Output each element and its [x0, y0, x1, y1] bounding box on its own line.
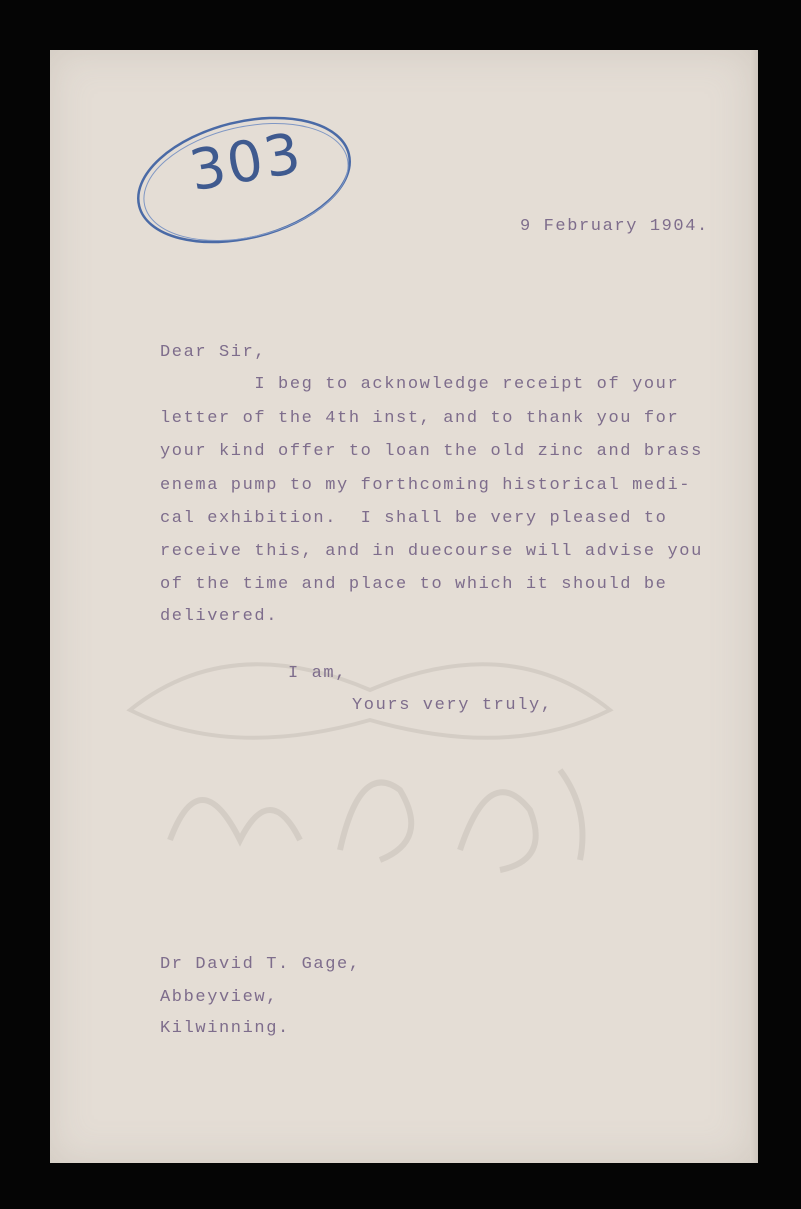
body-line: receive this, and in duecourse will advise you: [160, 542, 703, 561]
body-line: enema pump to my forthcoming historical medi-: [160, 476, 692, 495]
body-line: of the time and place to which it should be: [160, 575, 668, 594]
body-line: your kind offer to loan the old zinc and brass: [160, 442, 703, 461]
salutation: Dear Sir,: [160, 343, 267, 362]
body-line: delivered.: [160, 607, 279, 626]
recipient-address-line: Abbeyview,: [160, 988, 279, 1007]
letter-date: 9 February 1904.: [520, 217, 709, 236]
letter-sheet: [50, 50, 752, 1163]
body-line: cal exhibition. I shall be very pleased to: [160, 509, 668, 528]
watermark-monogram: [110, 610, 630, 910]
closing: I am,: [288, 664, 348, 683]
recipient-name: Dr David T. Gage,: [160, 955, 361, 974]
valediction: Yours very truly,: [352, 696, 553, 715]
stamp-number: 303: [184, 120, 308, 205]
recipient-address-line: Kilwinning.: [160, 1019, 290, 1038]
body-line: letter of the 4th inst, and to thank you for: [160, 409, 680, 428]
body-line: I beg to acknowledge receipt of your: [160, 375, 680, 394]
archive-number-stamp: [126, 102, 366, 252]
